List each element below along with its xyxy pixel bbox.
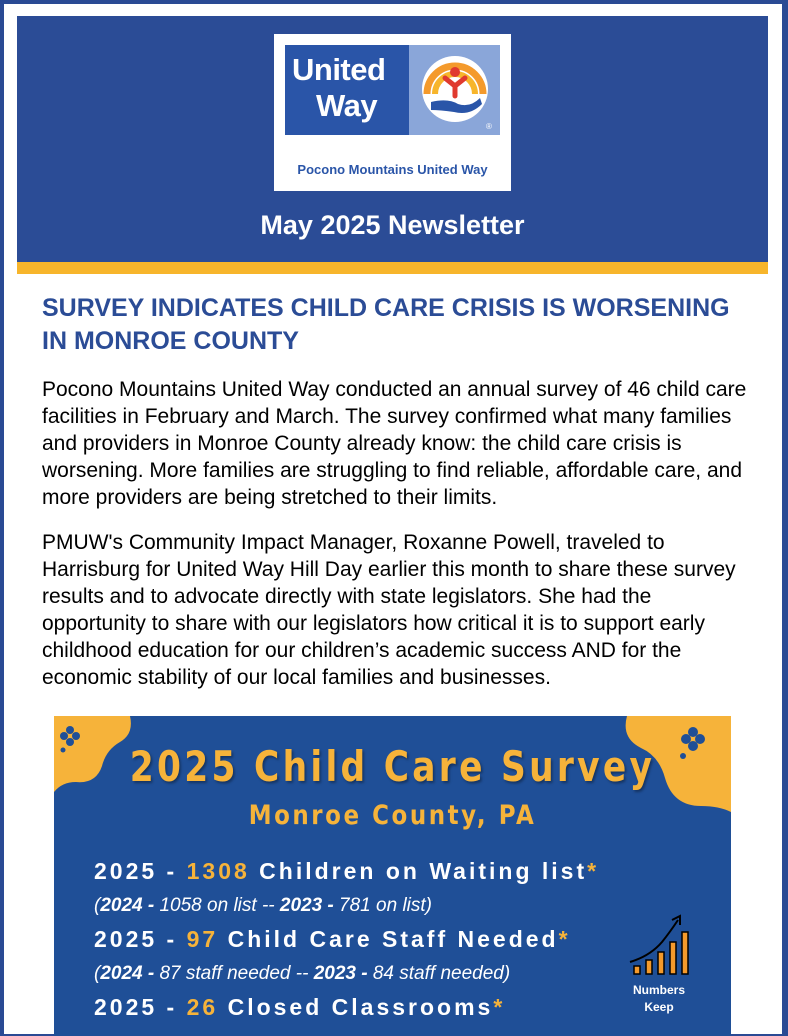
- article-paragraph-1: Pocono Mountains United Way conducted an annual survey of 46 child care facilities in February and March. The survey confirmed what many families and providers in Monroe County already know: the child care crisis is worsening. More families are struggling to find reliable, affordable care, and more providers are being stretched to their limits.: [42, 378, 747, 509]
- registered-mark: ®: [486, 122, 492, 131]
- logo-caption: Pocono Mountains United Way: [297, 162, 488, 177]
- infographic-title: 2025 Child Care Survey: [129, 742, 656, 791]
- prior-years-waiting-list: (2024 - 1058 on list -- 2023 - 781 on list): [94, 895, 432, 916]
- child-care-survey-infographic[interactable]: [54, 716, 731, 1036]
- logo-word-way: Way: [316, 88, 378, 123]
- article-paragraph-2: PMUW's Community Impact Manager, Roxanne Powell, traveled to Harrisburg for United Way Hill Day earlier this month to share these survey results and to advocate directly with state legislators. She had the opportunity to share with our legislators how critical it is to support early childhood education for our children’s academic success AND for the economic stability of our local families and businesses.: [42, 531, 736, 689]
- hand-rainbow-person-icon: [418, 52, 492, 126]
- united-way-logo[interactable]: [274, 34, 511, 191]
- header-divider: [17, 262, 768, 274]
- trend-label: Numbers Keep: [632, 983, 685, 1014]
- newsletter-title: May 2025 Newsletter: [260, 210, 525, 240]
- stat-closed-classrooms: 2025 - 26 Closed Classrooms*: [94, 994, 506, 1020]
- article-headline: SURVEY INDICATES CHILD CARE CRISIS IS WORSENING IN MONROE COUNTY: [42, 294, 730, 355]
- infographic-subtitle: Monroe County, PA: [248, 800, 537, 831]
- rising-bar-chart-icon: [628, 912, 692, 976]
- stat-waiting-list: 2025 - 1308 Children on Waiting list*: [94, 858, 600, 884]
- prior-years-staff-needed: (2024 - 87 staff needed -- 2023 - 84 staff needed): [94, 963, 511, 984]
- logo-word-united: United: [292, 52, 386, 87]
- stat-staff-needed: 2025 - 97 Child Care Staff Needed*: [94, 926, 571, 952]
